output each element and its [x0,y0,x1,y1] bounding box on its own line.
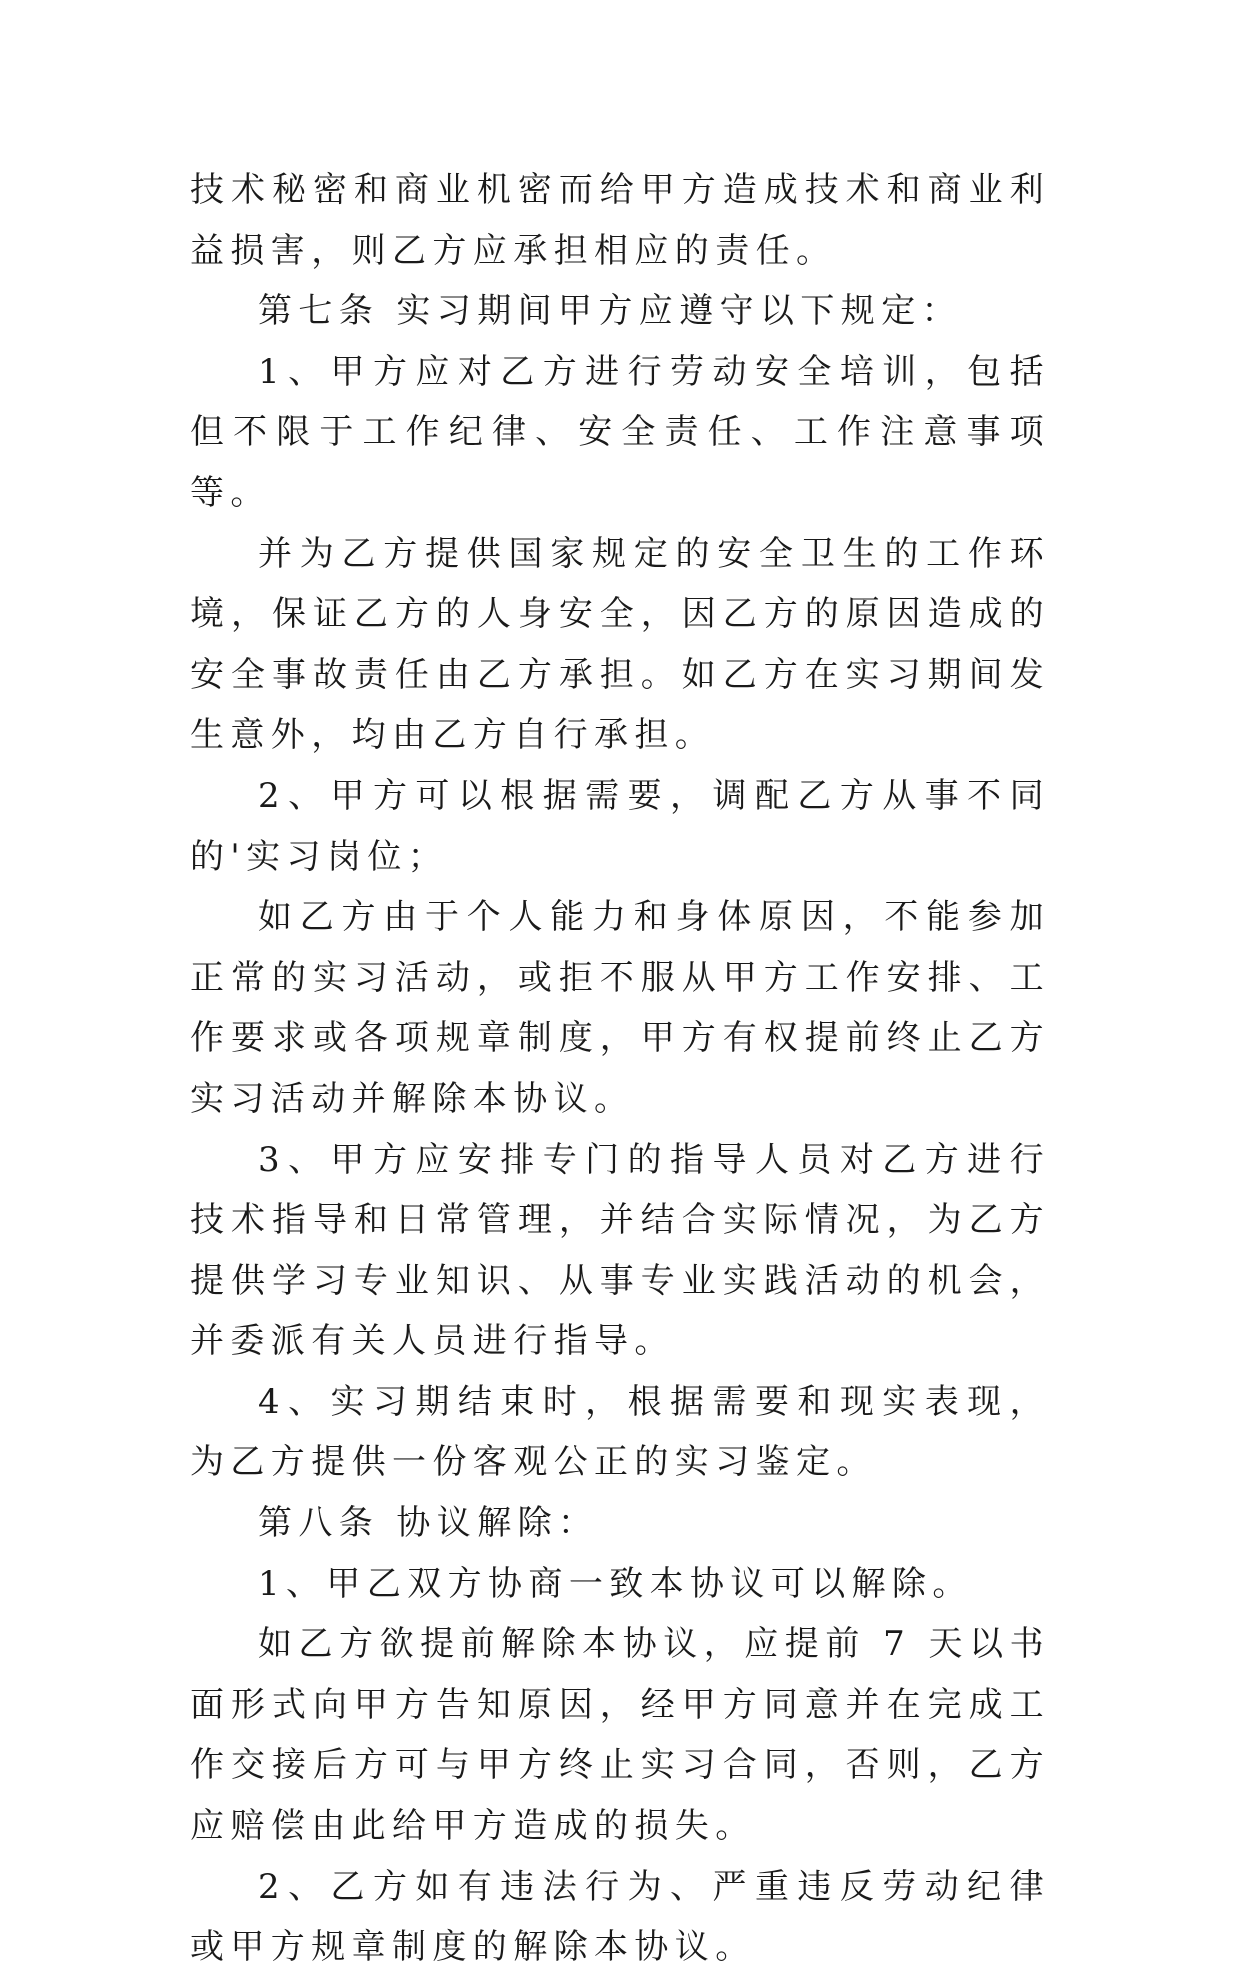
article-7-item-1: 1、甲方应对乙方进行劳动安全培训，包括但不限于工作纪律、安全责任、工作注意事项等。 [190,351,1050,513]
article-7-item-2-detail: 如乙方由于个人能力和身体原因，不能参加正常的实习活动，或拒不服从甲方工作安排、工作要求或各项规章制度，甲方有权提前终止乙方实习活动并解除本协议。 [190,897,1050,1119]
article-8-item-1: 1、甲乙双方协商一致本协议可以解除。 [258,1563,973,1604]
paragraph-continuation: 技术秘密和商业机密而给甲方造成技术和商业利益损害，则乙方应承担相应的责任。 [190,170,1050,271]
article-8-heading: 第八条 协议解除： [258,1503,599,1544]
article-8-item-1-detail: 如乙方欲提前解除本协议，应提前 7 天以书面形式向甲方告知原因，经甲方同意并在完成工作交接后方可与甲方终止实习合同，否则，乙方应赔偿由此给甲方造成的损失。 [190,1624,1050,1847]
article-7-heading: 第七条 实习期间甲方应遵守以下规定： [258,291,963,332]
article-7-item-3: 3、甲方应安排专门的指导人员对乙方进行技术指导和日常管理，并结合实际情况，为乙方提供学习专业知识、从事专业实践活动的机会，并委派有关人员进行指导。 [190,1139,1050,1362]
document-body [190,160,1050,1978]
article-8-item-2: 2、乙方如有违法行为、严重违反劳动纪律或甲方规章制度的解除本协议。 [190,1866,1050,1968]
article-7-item-1-detail: 并为乙方提供国家规定的安全卫生的工作环境，保证乙方的人身安全，因乙方的原因造成的安全事故责任由乙方承担。如乙方在实习期间发生意外，均由乙方自行承担。 [190,533,1050,756]
article-7-item-4: 4、实习期结束时，根据需要和现实表现，为乙方提供一份客观公正的实习鉴定。 [190,1381,1050,1483]
article-7-item-2: 2、甲方可以根据需要，调配乙方从事不同的'实习岗位； [190,775,1050,877]
